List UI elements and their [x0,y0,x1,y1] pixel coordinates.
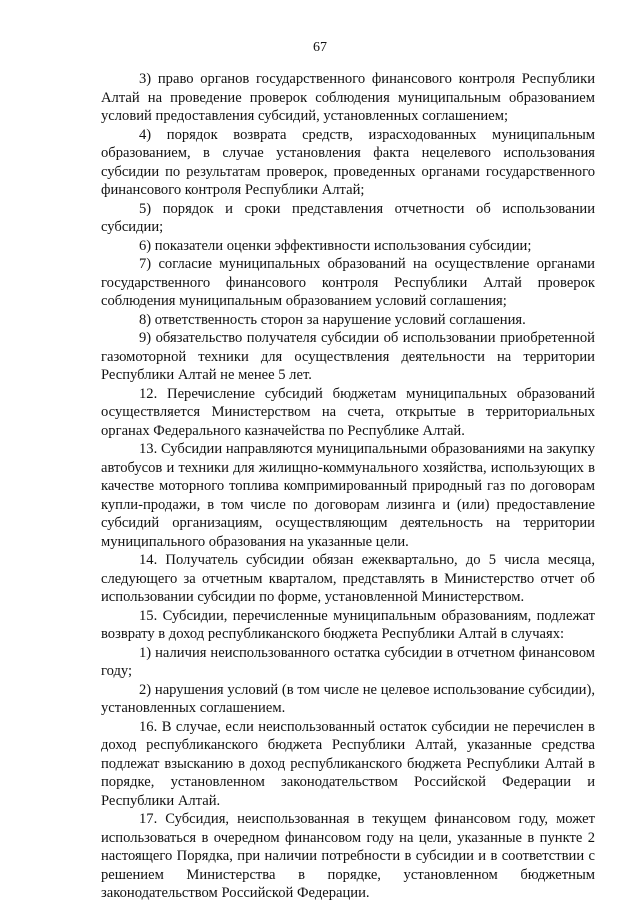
paragraph-item-8: 8) ответственность сторон за нарушение условий соглашения. [139,311,526,328]
paragraph-item-5: 5) порядок и сроки представления отчетности об использовании субсидии; [101,200,595,235]
paragraph-item-6: 6) показатели оценки эффективности использования субсидии; [139,237,532,254]
paragraph-item-4: 4) порядок возврата средств, израсходованных муниципальным образованием, в случае установления факта нецелевого использования субсидии по результатам проверок, проведенных органами государственного финансового контроля Республики Алтай; [101,126,595,198]
page-number: 67 [313,40,327,55]
paragraph-clause-15-item-2: 2) нарушения условий (в том числе не целевое использование субсидии), установленных соглашением. [101,681,595,716]
paragraph-clause-17: 17. Субсидия, неиспользованная в текущем финансовом году, может использоваться в очередном финансовом году на цели, указанные в пункте 2 настоящего Порядка, при наличии потребности в субсидии и в соответствии с решением Министерства в порядке, установленном бюджетным законодательством Российской Федерации. [101,811,595,901]
paragraph-clause-15: 15. Субсидии, перечисленные муниципальным образованиям, подлежат возврату в доход республиканского бюджета Республики Алтай в случаях: [101,607,595,642]
document-body [101,70,595,903]
paragraph-clause-14: 14. Получатель субсидии обязан ежеквартально, до 5 числа месяца, следующего за отчетным кварталом, представлять в Министерство отчет об использовании субсидии по форме, установленной Министерством. [101,552,595,605]
paragraph-clause-13: 13. Субсидии направляются муниципальными образованиями на закупку автобусов и техники для жилищно-коммунального хозяйства, использующих в качестве моторного топлива компримированный природный газ по договорам купли-продажи, в том числе по договорам лизинга и (или) предоставление субсидий организациям, осуществляющим деятельность на территории муниципального образования на указанные цели. [101,441,595,550]
paragraph-clause-15-item-1: 1) наличия неиспользованного остатка субсидии в отчетном финансовом году; [101,644,595,679]
paragraph-clause-16: 16. В случае, если неиспользованный остаток субсидии не перечислен в доход республиканского бюджета Республики Алтай, указанные средства подлежат взысканию в доход республиканского бюджета Республики Алтай в порядке, установленном законодательством Российской Федерации и Республики Алтай. [101,718,595,809]
paragraph-item-9: 9) обязательство получателя субсидии об использовании приобретенной газомоторной техники для осуществления деятельности на территории Республики Алтай не менее 5 лет. [101,330,595,383]
paragraph-clause-12: 12. Перечисление субсидий бюджетам муниципальных образований осуществляется Министерством на счета, открытые в территориальных органах Федерального казначейства по Республике Алтай. [101,385,595,439]
paragraph-item-7: 7) согласие муниципальных образований на осуществление органами государственного финансового контроля Республики Алтай проверок соблюдения муниципальным образованием условий соглашения; [101,256,595,309]
paragraph-item-3: 3) право органов государственного финансового контроля Республики Алтай на проведение проверок соблюдения муниципальным образованием условий предоставления субсидий, установленных соглашением; [101,71,595,124]
